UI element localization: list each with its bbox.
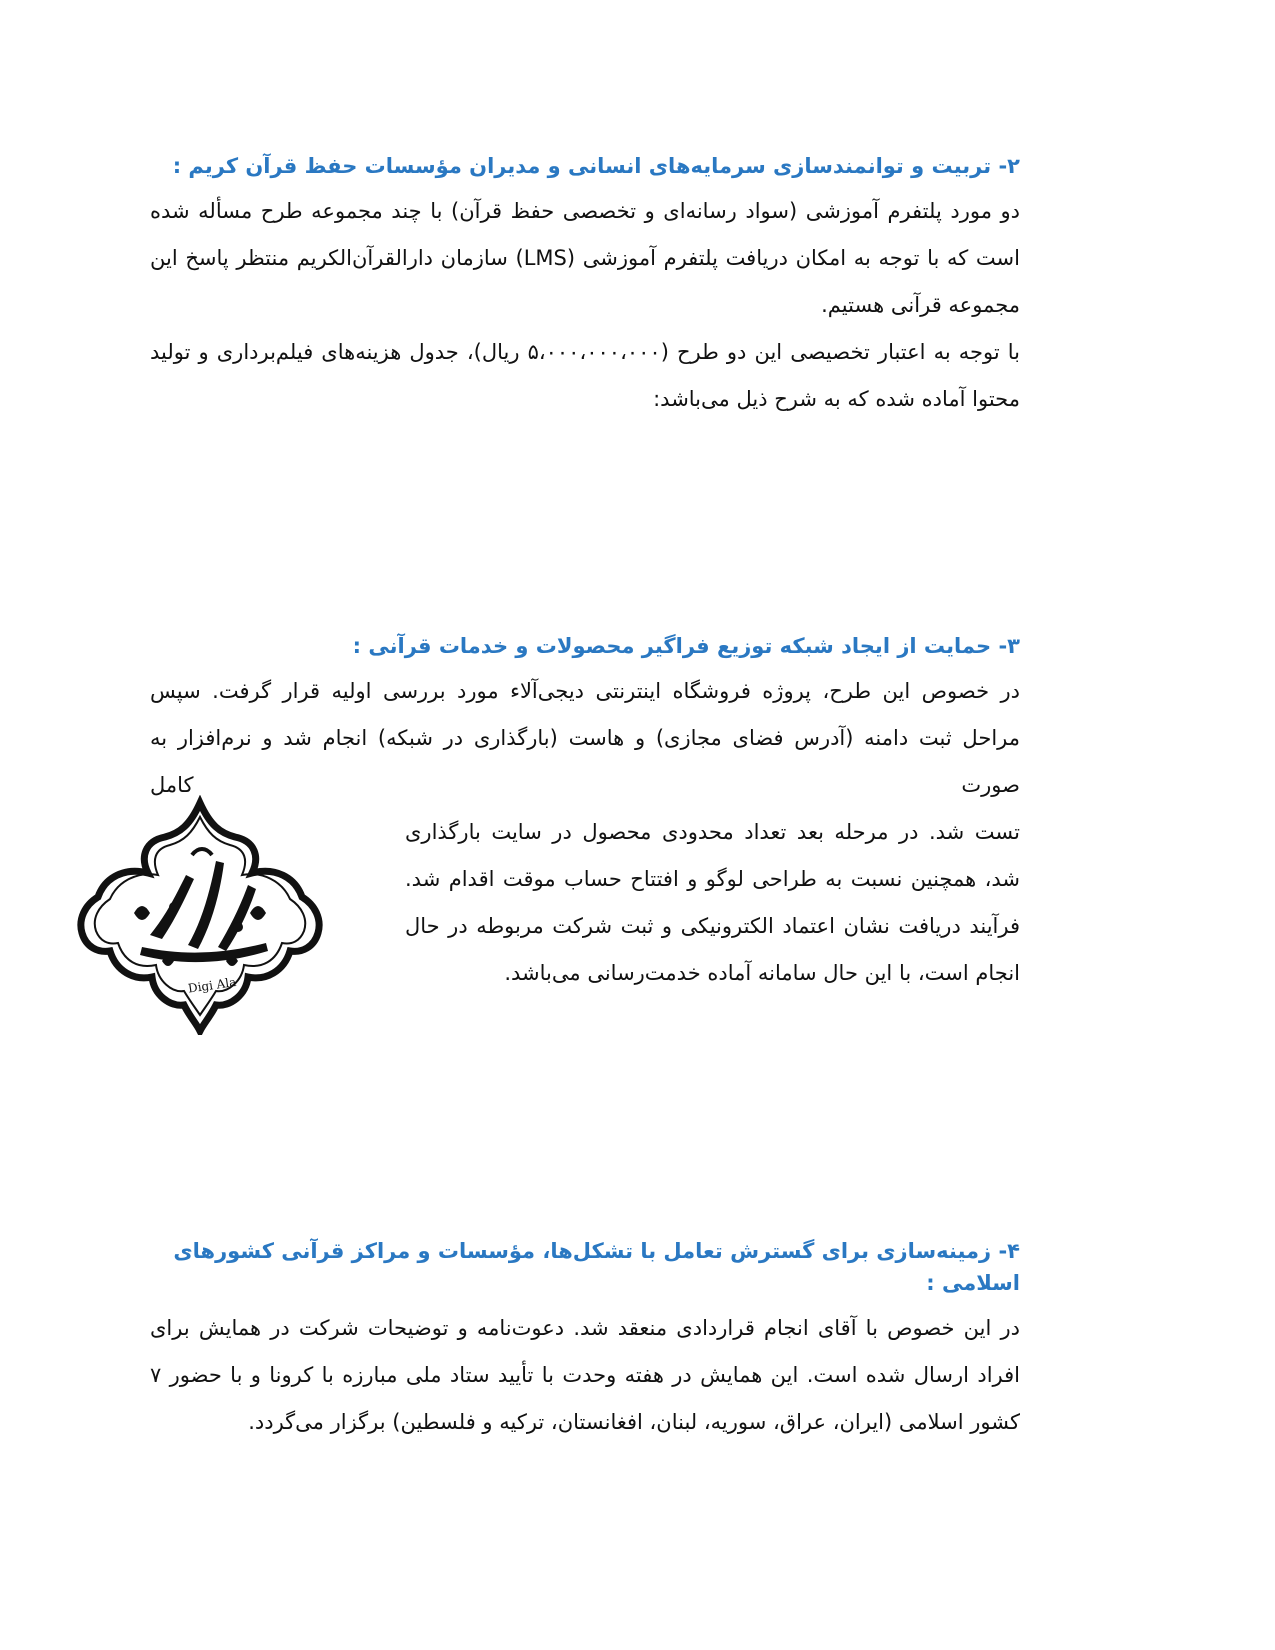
section-2-paragraph-2: با توجه به اعتبار تخصیصی این دو طرح (۵،۰۰۰،۰۰۰،۰۰۰ ریال)، جدول هزینه‌های فیلم‌برداری و تولید محتوا آماده شده که به شرح ذیل می‌باشد: (150, 340, 1021, 411)
digi-ala-logo (70, 795, 330, 1035)
digi-ala-calligraphy-logo-icon (70, 795, 330, 1035)
section-4 (150, 1235, 1020, 1446)
section-2-paragraph-1: دو مورد پلتفرم آموزشی (سواد رسانه‌ای و تخصصی حفظ قرآن) با چند مجموعه طرح مسأله شده است که با توجه به امکان دریافت پلتفرم آموزشی (LMS) سازمان دارالقرآن‌الکریم منتظر پاسخ این مجموعه قرآنی هستیم. (150, 199, 1020, 317)
section-4-heading: ۴- زمینه‌سازی برای گسترش تعامل با تشکل‌ها، مؤسسات و مراکز قرآنی کشورهای اسلامی : (173, 1239, 1020, 1295)
logo-text: Digi Ala (187, 974, 238, 996)
section-3-paragraph-narrow: تست شد. در مرحله بعد تعداد محدودی محصول در سایت بارگذاری شد، همچنین نسبت به طراحی لوگو و افتتاح حساب موقت اقدام شد. فرآیند دریافت نشان اعتماد الکترونیکی و ثبت شرکت مربوطه در حال انجام است، با این حال سامانه آماده خدمت‌رسانی می‌باشد. (405, 820, 1020, 985)
section-2 (150, 150, 1020, 423)
section-3-heading: ۳- حمایت از ایجاد شبکه توزیع فراگیر محصولات و خدمات قرآنی : (352, 634, 1020, 658)
section-4-paragraph-1: در این خصوص با آقای انجام قراردادی منعقد شد. دعوت‌نامه و توضیحات شرکت در همایش برای افراد ارسال شده است. این همایش در هفته وحدت با تأیید ستاد ملی مبارزه با کرونا و با حضور ۷ کشور اسلامی (ایران، عراق، سوریه، لبنان، افغانستان، ترکیه و فلسطین) برگزار می‌گردد. (150, 1316, 1020, 1434)
section-3-paragraph-wide: در خصوص این طرح، پروژه فروشگاه اینترنتی دیجی‌آلاء مورد بررسی اولیه قرار گرفت. سپس مراحل ثبت دامنه (آدرس فضای مجازی) و هاست (بارگذاری در شبکه) انجام شد و نرم‌افزار به صورت کامل (150, 679, 1020, 797)
section-2-heading: ۲- تربیت و توانمندسازی سرمایه‌های انسانی و مدیران مؤسسات حفظ قرآن کریم : (172, 154, 1020, 178)
